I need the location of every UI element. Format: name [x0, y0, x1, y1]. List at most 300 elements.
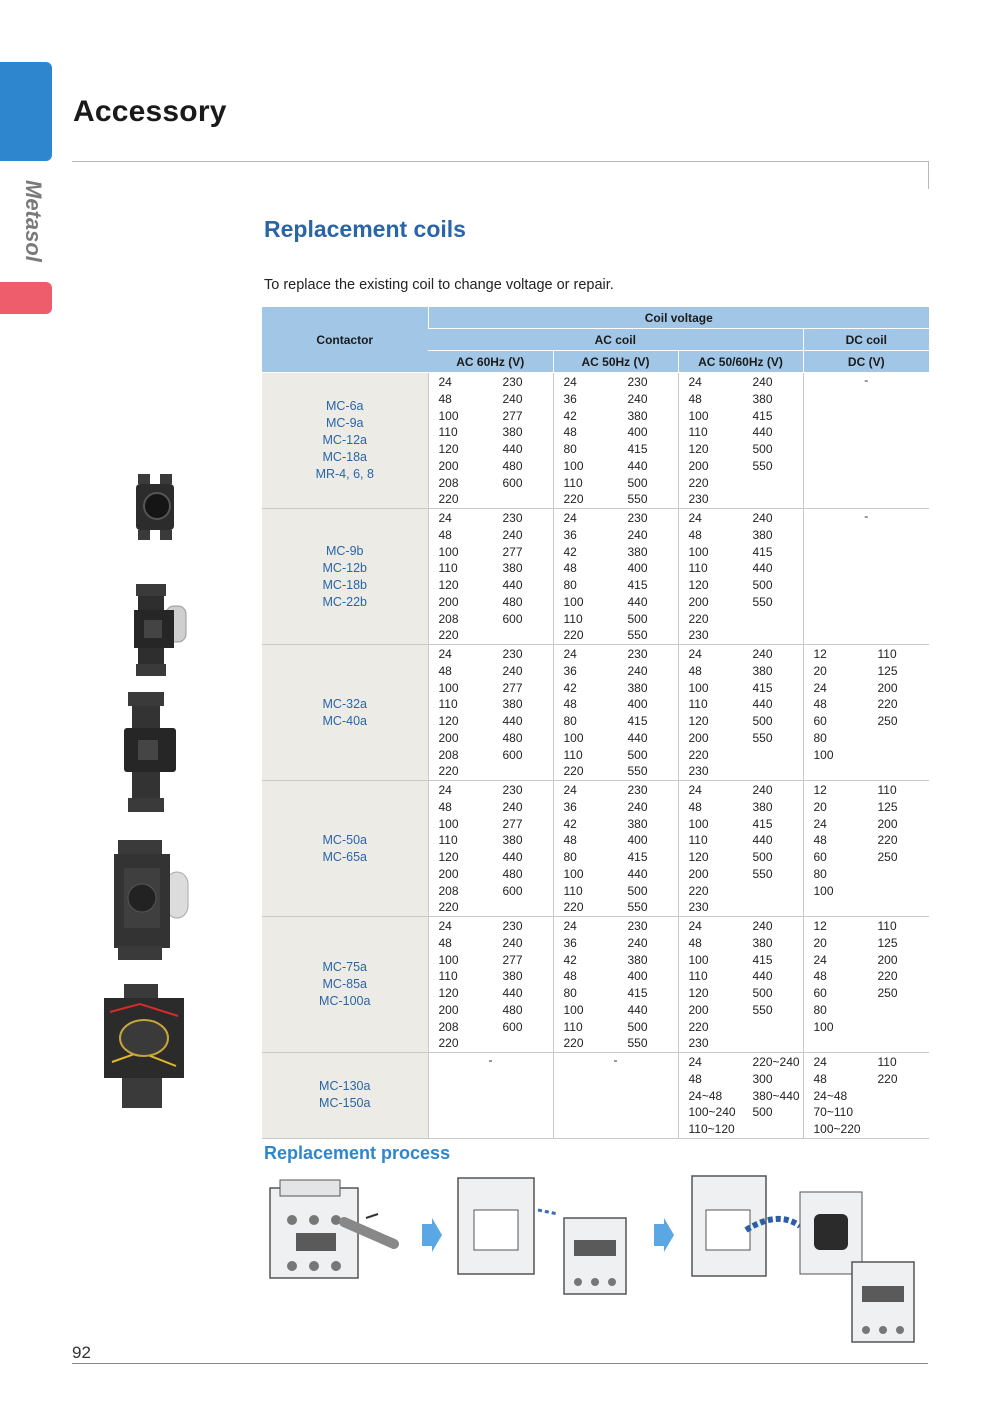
- voltage-value: 550: [627, 764, 648, 779]
- voltage-row: [679, 782, 803, 799]
- voltage-value: 277: [502, 408, 523, 423]
- voltage-row: [429, 799, 553, 816]
- voltage-value: 110: [688, 833, 708, 848]
- voltage-value: 125: [877, 663, 898, 678]
- voltage-value: 120: [688, 578, 709, 592]
- voltage-value: 380: [627, 816, 648, 831]
- voltage-row: [679, 458, 803, 475]
- voltage-value: 415: [752, 408, 773, 423]
- contactor-model-name: MC-18a: [322, 450, 367, 464]
- process-title: Replacement process: [264, 1143, 451, 1163]
- voltage-row: [554, 985, 678, 1002]
- voltage-value: 120: [438, 578, 459, 592]
- voltage-value: 480: [502, 730, 523, 745]
- voltage-row: [554, 1035, 678, 1052]
- voltage-value: 100: [563, 866, 584, 881]
- process-arrow-2-icon: [652, 1218, 674, 1252]
- voltage-row: [554, 763, 678, 780]
- voltage-value: 208: [438, 883, 459, 898]
- voltage-value: 415: [752, 816, 773, 831]
- voltage-value: 48: [688, 663, 702, 678]
- voltage-value: 277: [502, 544, 523, 559]
- voltage-value: 110~120: [688, 1122, 735, 1136]
- voltage-row: [554, 458, 678, 475]
- voltage-value: 550: [752, 866, 773, 881]
- voltage-row: [554, 816, 678, 833]
- voltage-row: [679, 1002, 803, 1019]
- contactor-model-name: MC-18b: [322, 577, 367, 592]
- voltage-row: [554, 799, 678, 816]
- contactor-model-name: MC-50a: [322, 832, 367, 847]
- voltage-value: 600: [502, 475, 523, 490]
- table-row: [262, 1053, 929, 1139]
- voltage-row: [429, 391, 553, 408]
- voltage-value: 550: [627, 1036, 648, 1051]
- voltage-row: [429, 918, 553, 935]
- voltage-value: 110: [877, 783, 897, 797]
- contactor-models: [262, 509, 428, 645]
- voltage-value: 12: [813, 647, 827, 661]
- voltage-row: [554, 883, 678, 900]
- voltage-value: 600: [502, 883, 523, 898]
- header-dc: DC (V): [803, 351, 929, 373]
- voltage-value: 80: [813, 866, 827, 881]
- voltage-row: [554, 611, 678, 628]
- voltage-row: [679, 832, 803, 849]
- voltage-value: 24: [563, 375, 577, 389]
- voltage-value: 80: [563, 442, 577, 456]
- voltage-value: 24: [438, 647, 452, 661]
- header-dc-coil: DC coil: [803, 329, 929, 351]
- voltage-row: [429, 510, 553, 527]
- contactor-models: [262, 645, 428, 781]
- voltage-row: [429, 577, 553, 594]
- voltage-value: 440: [752, 833, 773, 848]
- voltage-row: [679, 544, 803, 561]
- voltage-row: [554, 491, 678, 508]
- voltage-row: [679, 475, 803, 492]
- voltage-row: [679, 424, 803, 441]
- voltage-value: 100: [563, 730, 584, 745]
- voltage-row: [429, 458, 553, 475]
- voltage-row: [429, 832, 553, 849]
- voltage-row: [679, 646, 803, 663]
- cell-ac60: [428, 645, 553, 781]
- voltage-value: 240: [502, 799, 523, 814]
- page-number: 92: [72, 1343, 91, 1362]
- header-ac5060: AC 50/60Hz (V): [678, 351, 803, 373]
- cell-dc: [803, 917, 929, 1053]
- voltage-value: 12: [813, 783, 827, 797]
- voltage-value: 48: [688, 799, 702, 814]
- voltage-value: 200: [438, 866, 459, 881]
- voltage-value: 200: [688, 1002, 709, 1017]
- voltage-value: 550: [752, 1002, 773, 1017]
- voltage-value: 400: [627, 969, 648, 984]
- voltage-value: 277: [502, 952, 523, 967]
- voltage-row: [554, 968, 678, 985]
- voltage-value: 230: [502, 783, 523, 797]
- cell-ac60: [428, 781, 553, 917]
- voltage-row: [804, 918, 930, 935]
- voltage-row: [554, 391, 678, 408]
- voltage-value: 125: [877, 935, 898, 950]
- voltage-value: 500: [752, 578, 773, 592]
- voltage-value: 80: [563, 714, 577, 728]
- voltage-row: [679, 952, 803, 969]
- voltage-value: 230: [688, 628, 709, 643]
- voltage-row: [804, 1088, 930, 1105]
- voltage-value: 550: [752, 594, 773, 609]
- page-title: Accessory: [73, 95, 227, 128]
- voltage-row: [429, 968, 553, 985]
- voltage-row: [679, 883, 803, 900]
- voltage-value: 120: [438, 714, 459, 728]
- brand-side-label: Metasol: [21, 180, 46, 262]
- voltage-row: [804, 866, 930, 883]
- voltage-value: 415: [752, 544, 773, 559]
- voltage-row: [429, 374, 553, 391]
- cell-ac5060: [678, 645, 803, 781]
- voltage-value: 110: [688, 561, 708, 576]
- voltage-row: [554, 408, 678, 425]
- voltage-row: [429, 627, 553, 644]
- contactor-model-name: MC-12a: [322, 433, 367, 447]
- voltage-value: 230: [688, 492, 709, 507]
- voltage-value: 440: [502, 442, 523, 456]
- voltage-value: 48: [563, 833, 577, 848]
- voltage-row: [554, 747, 678, 764]
- voltage-row: [679, 1019, 803, 1036]
- voltage-value: 380: [502, 833, 523, 848]
- voltage-value: 110: [438, 969, 458, 984]
- voltage-value: 220: [877, 969, 898, 984]
- voltage-row: [679, 713, 803, 730]
- voltage-value: 220~240: [752, 1055, 800, 1069]
- voltage-value: 600: [502, 611, 523, 626]
- voltage-value: 100: [563, 458, 584, 473]
- voltage-value: 220: [563, 628, 584, 643]
- table-row: [262, 781, 929, 917]
- voltage-value: 440: [627, 730, 648, 745]
- voltage-row: [804, 816, 930, 833]
- voltage-row: [554, 713, 678, 730]
- cell-dc: [803, 781, 929, 917]
- voltage-value: 200: [688, 458, 709, 473]
- header-ac60: AC 60Hz (V): [428, 351, 553, 373]
- voltage-value: 100: [688, 816, 709, 831]
- voltage-value: 230: [627, 375, 648, 389]
- voltage-value: 24: [688, 375, 702, 389]
- voltage-row: [804, 663, 930, 680]
- voltage-value: 110: [563, 1019, 583, 1034]
- voltage-row: [554, 696, 678, 713]
- voltage-value: 240: [752, 647, 773, 661]
- voltage-value: 550: [752, 458, 773, 473]
- voltage-row: [429, 985, 553, 1002]
- voltage-value: 110: [438, 833, 458, 848]
- coil-image-mc32: [122, 690, 182, 815]
- voltage-value: 380: [502, 425, 523, 440]
- voltage-row: [679, 408, 803, 425]
- section-intro: To replace the existing coil to change voltage or repair.: [264, 277, 614, 293]
- contactor-model-name: MR-4, 6, 8: [315, 467, 374, 481]
- voltage-row: [554, 577, 678, 594]
- voltage-value: 200: [438, 458, 459, 473]
- voltage-value: 120: [688, 850, 709, 864]
- voltage-value: 100: [563, 594, 584, 609]
- voltage-value: 220: [688, 747, 709, 762]
- voltage-value: 277: [502, 680, 523, 695]
- voltage-value: 110: [563, 747, 583, 762]
- contactor-model-name: MC-9b: [325, 543, 364, 558]
- voltage-row: [429, 475, 553, 492]
- process-step-3-illustration: [688, 1170, 920, 1350]
- header-coil-voltage: Coil voltage: [428, 307, 929, 329]
- voltage-value: 500: [752, 714, 773, 728]
- voltage-value: 100: [688, 408, 709, 423]
- voltage-value: 24: [688, 919, 702, 933]
- voltage-value: 100: [813, 883, 834, 898]
- header-contactor: Contactor: [262, 307, 428, 373]
- voltage-row: [679, 696, 803, 713]
- process-step-1-illustration: [266, 1178, 406, 1283]
- voltage-row: [679, 491, 803, 508]
- voltage-row: [554, 627, 678, 644]
- voltage-row: [679, 730, 803, 747]
- voltage-value: 277: [502, 816, 523, 831]
- voltage-value: 48: [688, 391, 702, 406]
- voltage-value: 120: [688, 986, 709, 1000]
- voltage-row: [554, 527, 678, 544]
- voltage-value: 230: [627, 511, 648, 525]
- voltage-value: 230: [502, 375, 523, 389]
- voltage-value: 100: [813, 1019, 834, 1034]
- title-divider-end: [928, 161, 929, 189]
- voltage-row: [804, 713, 930, 730]
- voltage-value: 36: [563, 935, 577, 950]
- voltage-value: 440: [502, 850, 523, 864]
- voltage-value: 400: [627, 425, 648, 440]
- voltage-row: [554, 782, 678, 799]
- voltage-value: 80: [813, 730, 827, 745]
- cell-ac50: [553, 645, 678, 781]
- voltage-value: 100: [438, 952, 459, 967]
- voltage-value: 48: [813, 969, 827, 984]
- voltage-value: 440: [752, 561, 773, 576]
- contactor-model-name: MC-75a: [322, 960, 367, 974]
- voltage-value: 20: [813, 799, 827, 814]
- voltage-value: 380: [752, 527, 773, 542]
- voltage-value: 48: [438, 663, 452, 678]
- voltage-value: 80: [563, 850, 577, 864]
- voltage-value: 36: [563, 663, 577, 678]
- voltage-row: [679, 918, 803, 935]
- voltage-value: 230: [688, 1036, 709, 1051]
- voltage-row: [554, 510, 678, 527]
- voltage-value: 220: [438, 492, 459, 507]
- voltage-value: 380: [752, 935, 773, 950]
- voltage-value: 24: [438, 511, 452, 525]
- voltage-row: [554, 560, 678, 577]
- table-row: [262, 509, 929, 645]
- coil-image-mc75: [100, 982, 190, 1112]
- contactor-models: [262, 373, 428, 509]
- voltage-value: 240: [627, 663, 648, 678]
- voltage-value: 110: [438, 425, 458, 440]
- contactor-model-name: MC-22b: [322, 594, 367, 609]
- voltage-value: 440: [627, 594, 648, 609]
- voltage-value: 230: [502, 647, 523, 661]
- voltage-row: [679, 985, 803, 1002]
- voltage-value: 120: [688, 442, 709, 456]
- voltage-value: 36: [563, 527, 577, 542]
- voltage-row: [554, 832, 678, 849]
- voltage-value: 100~240: [688, 1105, 736, 1120]
- voltage-row: [429, 782, 553, 799]
- voltage-value: 500: [752, 850, 773, 864]
- voltage-row: [679, 968, 803, 985]
- voltage-row: [679, 611, 803, 628]
- voltage-value: 110: [877, 647, 897, 661]
- voltage-value: 240: [502, 935, 523, 950]
- voltage-value: 60: [813, 850, 827, 864]
- voltage-value: 42: [563, 408, 577, 423]
- title-divider: [72, 161, 928, 162]
- voltage-value: 120: [688, 714, 709, 728]
- voltage-value: 110: [438, 561, 458, 576]
- voltage-value: 380: [627, 544, 648, 559]
- voltage-value: 415: [627, 442, 648, 456]
- voltage-row: [429, 849, 553, 866]
- coil-image-mc50: [110, 838, 190, 963]
- footer-divider: [72, 1363, 928, 1364]
- voltage-value: 230: [627, 783, 648, 797]
- voltage-value: 120: [438, 850, 459, 864]
- voltage-value: 240: [502, 391, 523, 406]
- voltage-value: 220: [563, 1036, 584, 1051]
- voltage-value: 100~220: [813, 1122, 861, 1136]
- voltage-value: 220: [438, 764, 459, 779]
- voltage-value: 440: [752, 969, 773, 984]
- voltage-row: [679, 935, 803, 952]
- voltage-value: 24: [813, 1055, 827, 1069]
- contactor-models: [262, 1053, 428, 1139]
- voltage-row: [679, 391, 803, 408]
- voltage-row: [679, 680, 803, 697]
- voltage-value: 48: [813, 697, 827, 712]
- voltage-value: 48: [563, 969, 577, 984]
- voltage-value: 240: [502, 663, 523, 678]
- voltage-value: 220: [877, 833, 898, 848]
- contactor-model-name: MC-12b: [322, 560, 367, 575]
- voltage-value: 240: [752, 919, 773, 933]
- cell-ac5060: [678, 917, 803, 1053]
- voltage-row: [804, 646, 930, 663]
- cell-ac50: [553, 509, 678, 645]
- voltage-value: 230: [688, 900, 709, 915]
- voltage-row: [429, 408, 553, 425]
- voltage-value: 20: [813, 663, 827, 678]
- cell-ac60: [428, 373, 553, 509]
- voltage-value: 80: [563, 578, 577, 592]
- voltage-row: [804, 985, 930, 1002]
- voltage-row: [554, 918, 678, 935]
- voltage-value: 440: [752, 425, 773, 440]
- voltage-row: [554, 1002, 678, 1019]
- voltage-value: 24~48: [813, 1088, 848, 1103]
- voltage-row: [429, 816, 553, 833]
- voltage-row: [554, 1019, 678, 1036]
- voltage-value: 440: [627, 458, 648, 473]
- voltage-value: 500: [627, 1019, 648, 1034]
- voltage-value: 230: [627, 919, 648, 933]
- voltage-value: 380: [502, 697, 523, 712]
- voltage-row: [554, 680, 678, 697]
- voltage-value: 110: [877, 919, 897, 933]
- voltage-value: 380: [502, 969, 523, 984]
- voltage-value: 100: [563, 1002, 584, 1017]
- voltage-value: 240: [752, 375, 773, 389]
- voltage-row: [429, 611, 553, 628]
- contactor-model-name: MC-6a: [325, 399, 364, 413]
- voltage-value: 48: [438, 799, 452, 814]
- voltage-value: 200: [438, 1002, 459, 1017]
- voltage-value: 415: [627, 986, 648, 1000]
- voltage-value: 220: [877, 697, 898, 712]
- voltage-row: [554, 594, 678, 611]
- voltage-value: 24: [688, 783, 702, 797]
- voltage-row: [429, 747, 553, 764]
- voltage-value: 208: [438, 611, 459, 626]
- voltage-value: 48: [563, 697, 577, 712]
- voltage-value: 100: [688, 544, 709, 559]
- voltage-value: 24~48: [688, 1088, 723, 1103]
- voltage-row: [429, 713, 553, 730]
- voltage-value: 24: [813, 680, 827, 695]
- voltage-value: 42: [563, 544, 577, 559]
- voltage-row: [429, 883, 553, 900]
- voltage-value: 48: [813, 833, 827, 848]
- voltage-value: 440: [502, 578, 523, 592]
- cell-ac50-empty: -: [553, 1053, 678, 1139]
- voltage-row: [554, 374, 678, 391]
- voltage-row: [554, 952, 678, 969]
- voltage-row: [679, 510, 803, 527]
- voltage-value: 200: [438, 730, 459, 745]
- voltage-row: [679, 594, 803, 611]
- voltage-row: [679, 1121, 803, 1138]
- voltage-row: [429, 680, 553, 697]
- voltage-value: 230: [502, 919, 523, 933]
- cell-dc-empty: -: [803, 509, 929, 645]
- coil-image-mc6: [130, 470, 180, 545]
- voltage-value: 600: [502, 747, 523, 762]
- voltage-value: 440: [502, 714, 523, 728]
- voltage-row: [679, 1054, 803, 1071]
- voltage-row: [429, 527, 553, 544]
- voltage-value: 200: [877, 680, 898, 695]
- contactor-model-name: MC-130a: [319, 1079, 371, 1094]
- cell-ac5060: [678, 781, 803, 917]
- cell-ac50: [553, 373, 678, 509]
- voltage-value: 200: [688, 730, 709, 745]
- voltage-value: 24: [688, 1055, 702, 1069]
- cell-ac5060: [678, 509, 803, 645]
- cell-ac60: [428, 917, 553, 1053]
- voltage-value: 100: [438, 544, 459, 559]
- voltage-row: [679, 899, 803, 916]
